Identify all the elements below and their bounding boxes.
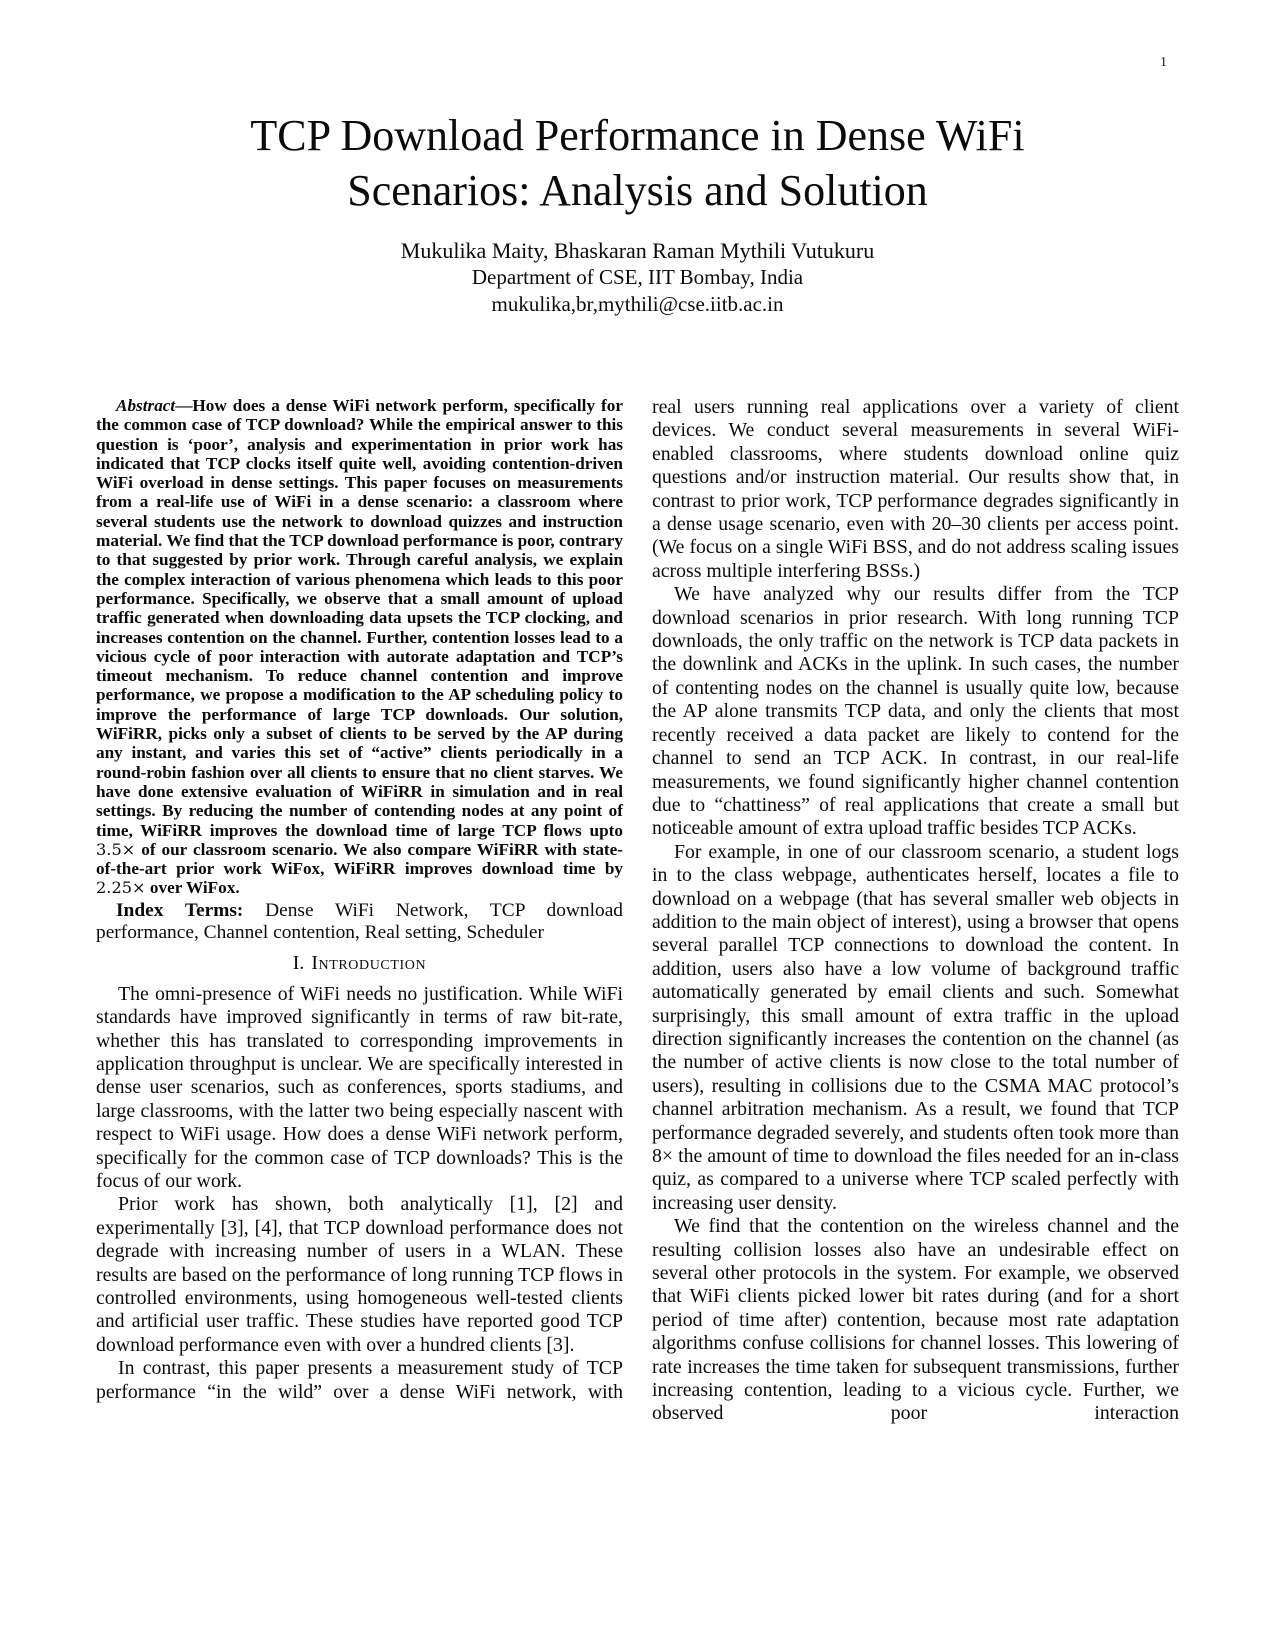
section-title: Introduction	[311, 951, 427, 974]
page-number: 1	[1160, 55, 1167, 70]
paper-header	[0, 108, 1275, 318]
abstract-math-value-2: 2.25×	[96, 878, 146, 898]
abstract-math-value-1: 3.5×	[96, 839, 136, 859]
title-line-2: Scenarios: Analysis and Solution	[347, 166, 928, 215]
section-number: I.	[292, 951, 305, 974]
paper-title	[0, 108, 1275, 218]
right-column-paragraph-4: We find that the contention on the wireless channel and the resulting collision losses also have an undesirable effect on several other protocols in the system. For example, we observed that WiFi clients picked lower bit rates during (and for a short period of time after) contention, because most rate adaptation algorithms confuse collisions for channel losses. This lowering of rate increases the time taken for subsequent transmissions, further increasing contention, leading to a vicious cycle. Further, we observed poor interaction	[652, 1215, 1179, 1425]
abstract-text-segment-1: —How does a dense WiFi network perform, specifically for the common case of TCP download? While the empirical answer to this question is ‘poor’, analysis and experimentation in prior work has indicated that TCP clocks itself quite well, avoiding contention-driven WiFi overload in dense settings. This paper focuses on measurements from a real-life use of WiFi in a dense scenario: a classroom where several students use the network to download quizzes and instruction material. We find that the TCP download performance is poor, contrary to that suggested by prior work. Through careful analysis, we explain the complex interaction of various phenomena which leads to this poor performance. Specifically, we observe that a small amount of upload traffic generated when downloading data upsets the TCP clocking, and increases contention on the channel. Further, contention losses lead to a vicious cycle of poor interaction with autorate adaptation and TCP’s timeout mechanism. To reduce channel contention and improve performance, we propose a modification to the AP scheduling policy to improve the performance of large TCP downloads. Our solution, WiFiRR, picks only a subset of clients to be served by the AP during any instant, and varies this set of “active” clients periodically in a round-robin fashion over all clients to ensure that no client starves. We have done extensive evaluation of WiFiRR in simulation and in real settings. By reducing the number of contending nodes at any point of time, WiFiRR improves the download time of large TCP flows upto	[96, 396, 623, 840]
index-terms-paragraph	[96, 900, 623, 944]
authors-line: Mukulika Maity, Bhaskaran Raman Mythili Vutukuru	[400, 238, 875, 263]
column-left	[96, 396, 623, 1426]
right-column-paragraph-2: We have analyzed why our results differ from the TCP download scenarios in prior research. With long running TCP downloads, the only traffic on the network is TCP data packets in the downlink and ACKs in the uplink. In such cases, the number of contenting nodes on the channel is usually quite low, because the AP alone transmits TCP data, and only the clients that most recently received a data packet are likely to contend for the channel to send an TCP ACK. In contrast, in our real-life measurements, we found significantly higher channel contention due to “chattiness” of real applications that create a small but noticeable amount of extra upload traffic besides TCP ACKs.	[652, 583, 1179, 840]
index-terms-label: Index Terms:	[116, 899, 244, 921]
section-heading-introduction	[96, 950, 623, 976]
affiliation-line: Department of CSE, IIT Bombay, India	[471, 265, 804, 289]
right-column-paragraph-3: For example, in one of our classroom scenario, a student logs in to the class webpage, authenticates herself, locates a file to download on a webpage (that has several smaller web objects in addition to the main object of interest), using a browser that opens several parallel TCP connections to download the content. In addition, users also have a low volume of background traffic automatically generated by email clients and such. Somewhat surprisingly, this small amount of extra traffic in the upload direction significantly increases the contention on the channel (as the number of active clients is now close to the total number of users), resulting in collisions due to the CSMA MAC protocol’s channel arbitration mechanism. As a result, we found that TCP performance degraded severely, and students often took more than 8× the amount of time to download the files needed for an in-class quiz, as compared to a universe where TCP scaled perfectly with increasing user density.	[652, 840, 1179, 1214]
right-column-paragraph-1: real users running real applications over a variety of client devices. We conduct several measurements in several WiFi-enabled classrooms, where students download online quiz questions and/or instruction material. Our results show that, in contrast to prior work, TCP performance degrades significantly in a dense usage scenario, even with 20–30 clients per access point. (We focus on a single WiFi BSS, and do not address scaling issues across multiple interfering BSSs.)	[652, 396, 1179, 582]
abstract-paragraph	[96, 396, 623, 898]
abstract-label: Abstract	[116, 396, 176, 415]
intro-paragraph-2: Prior work has shown, both analytically [1], [2] and experimentally [3], [4], that TCP download performance does not degrade with increasing number of users in a WLAN. These results are based on the performance of long running TCP flows in controlled environments, using homogeneous well-tested clients and artificial user traffic. These studies have reported good TCP download performance even with over a hundred clients [3].	[96, 1193, 623, 1356]
intro-paragraph-3: In contrast, this paper presents a measurement study of TCP performance “in the wild” over a dense WiFi network, with	[96, 1357, 623, 1403]
intro-paragraph-1: The omni-presence of WiFi needs no justification. While WiFi standards have improved significantly in terms of raw bit-rate, whether this has translated to corresponding improvements in application throughput is unclear. We are specifically interested in dense user scenarios, such as conferences, sports stadiums, and large classrooms, with the latter two being especially nascent with respect to WiFi usage. How does a dense WiFi network perform, specifically for the common case of TCP downloads? This is the focus of our work.	[96, 982, 623, 1192]
title-line-1: TCP Download Performance in Dense WiFi	[250, 111, 1025, 160]
email-line: mukulika,br,mythili@cse.iitb.ac.in	[491, 292, 784, 316]
abstract-text-segment-3: over WiFox.	[145, 878, 240, 898]
abstract-text-segment-2: of our classroom scenario. We also compare WiFiRR with state-of-the-art prior work WiFox, WiFiRR improves download time by	[96, 839, 623, 879]
index-terms-text: Dense WiFi Network, TCP download performance, Channel contention, Real setting, Scheduler	[96, 899, 624, 943]
column-right	[652, 396, 1179, 1426]
two-column-body	[96, 396, 1179, 1426]
